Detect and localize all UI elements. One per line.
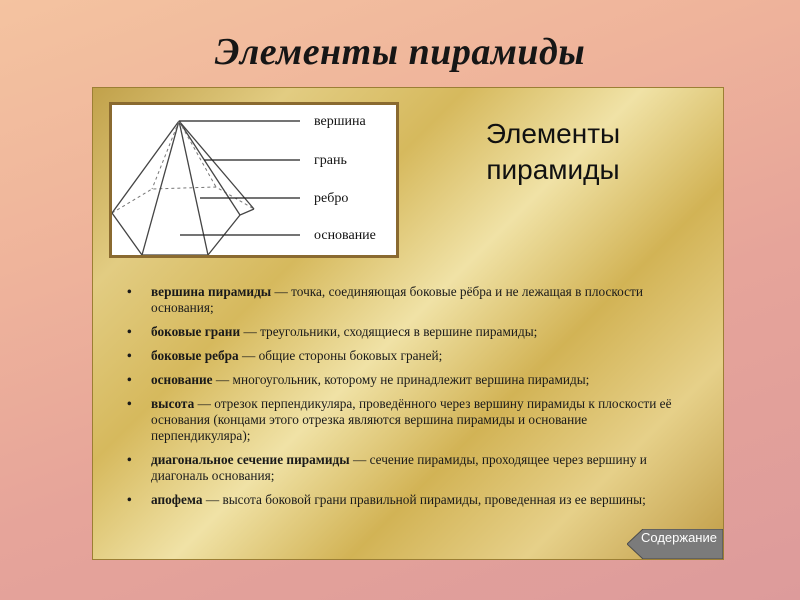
- definition: — треугольники, сходящиеся в вершине пирамиды;: [240, 324, 538, 339]
- panel-title-line1: Элементы: [485, 118, 621, 149]
- lateral-edge: [179, 121, 254, 209]
- bullet-dot: •: [127, 324, 132, 339]
- label-face: грань: [314, 153, 347, 168]
- lateral-edge: [112, 121, 179, 213]
- contents-nav-button[interactable]: [627, 529, 723, 559]
- term: апофема: [151, 492, 203, 507]
- bullet-dot: •: [127, 492, 132, 507]
- list-item: [121, 284, 681, 316]
- definition: — общие стороны боковых граней;: [238, 348, 443, 363]
- bullet-dot: •: [127, 396, 132, 411]
- term: боковые грани: [151, 324, 241, 339]
- panel-title-line2: пирамиды: [486, 154, 620, 185]
- label-edge: ребро: [314, 191, 349, 206]
- list-item: [121, 452, 681, 484]
- term: основание: [151, 372, 213, 387]
- term: боковые ребра: [151, 348, 239, 363]
- definition: — многоугольник, которому не принадлежит вершина пирамиды;: [212, 372, 590, 387]
- list-item: [121, 372, 681, 388]
- panel-title: [423, 116, 683, 188]
- list-item: [121, 348, 681, 364]
- bullet-dot: •: [127, 372, 132, 387]
- definitions-list: [121, 284, 681, 516]
- list-item: [121, 396, 681, 444]
- label-apex: вершина: [314, 114, 366, 129]
- list-item: [121, 324, 681, 340]
- contents-nav-label: Содержание: [641, 530, 717, 545]
- bullet-dot: •: [127, 284, 132, 299]
- definition: — точка, соединяющая боковые рёбра и не лежащая в плоскости основания;: [151, 284, 643, 315]
- slide-title: Элементы пирамиды: [214, 31, 586, 73]
- lateral-edge: [179, 121, 240, 215]
- pyramid-drawing: [112, 105, 396, 255]
- term: диагональное сечение пирамиды: [151, 452, 350, 467]
- list-item: [121, 492, 681, 508]
- base-visible-edges: [112, 209, 254, 255]
- term: высота: [151, 396, 195, 411]
- bullet-dot: •: [127, 452, 132, 467]
- label-base: основание: [314, 228, 376, 243]
- term: вершина пирамиды: [151, 284, 272, 299]
- bullet-dot: •: [127, 348, 132, 363]
- definition: — высота боковой грани правильной пирамиды, проведенная из ее вершины;: [202, 492, 646, 507]
- definition: — отрезок перпендикуляра, проведённого через вершину пирамиды к плоскости её основания (концами этого отрезка являются вершина пирамиды и основание перпендикуляра);: [151, 396, 672, 443]
- base-hidden-edges: [112, 187, 254, 213]
- content-panel: [93, 88, 723, 559]
- definition: — сечение пирамиды, проходящее через вершину и диагональ основания;: [151, 452, 647, 483]
- hidden-lateral-edge: [152, 121, 179, 189]
- pyramid-diagram: [109, 102, 399, 258]
- hidden-lateral-edge: [179, 121, 216, 187]
